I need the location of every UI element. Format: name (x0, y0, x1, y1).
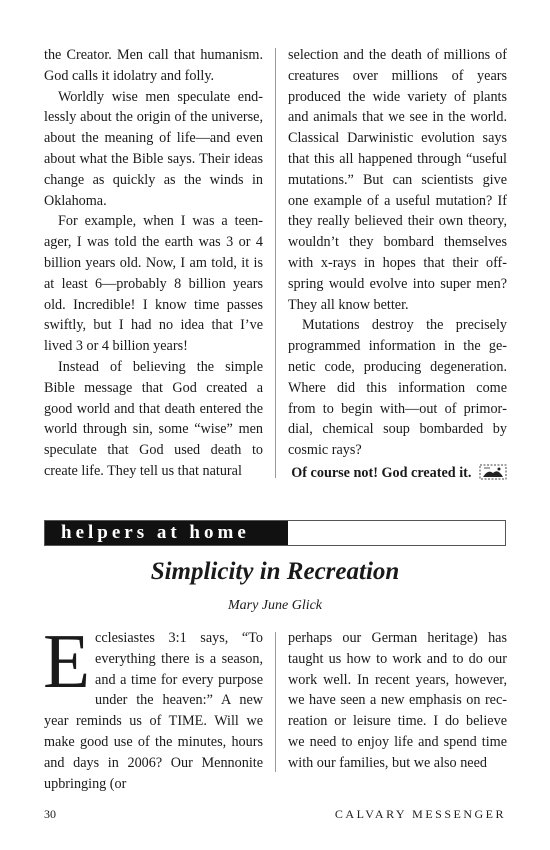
closing-text: Of course not! God created it. (291, 465, 472, 481)
page-number: 30 (44, 807, 56, 821)
top-left-column (44, 45, 263, 482)
section-header-bar (44, 520, 506, 546)
closing-line (288, 463, 507, 484)
paragraph: Mutations destroy the precisely programmed information in the genetic code, producing degeneration. Where did this information come from to begin with—out of primordial, chemical soup bombarded by cosmic rays? (288, 317, 507, 459)
paragraph: the Creator. Men call that humanism. God calls it idolatry and folly. (44, 47, 263, 84)
paragraph: selection and the death of millions of creatures over millions of years produced the wide variety of plants and animals that we see in the world. Classical Darwinistic evolution says that this all happened through “useful mutations.” But can scientists give one example of a useful mutation? If they really believed their own theory, wouldn’t they bombard themselves with x-rays in hopes that their offspring would evolve into super men? They all know better. (288, 47, 507, 313)
article-right-column (288, 628, 507, 774)
column-divider (275, 48, 276, 478)
paragraph: Worldly wise men speculate endlessly about the origin of the universe, about the meaning of life—and even about what the Bible says. Their ideas change as quickly as the winds in Oklahoma. (44, 88, 263, 209)
article-byline: Mary June Glick (227, 598, 323, 613)
section-header: helpers at home (45, 521, 288, 545)
column-divider (275, 632, 276, 772)
paragraph: For example, when I was a teenager, I was told the earth was 3 or 4 billion years old. Now, I am told, it is at least 6—probably 8 billion years old. Incredible! I know time passes swiftly, but I had no idea that I’ve lived 3 or 4 billion years! (44, 213, 263, 355)
paragraph (43, 618, 263, 794)
running-title: CALVARY MESSENGER (334, 807, 506, 821)
paragraph: perhaps our German heritage) has taught us how to work and to do our work well. In recent years, however, we have seen a new emphasis on recreation or leisure time. I do believe we need to enjoy life and spend time with our families, but we also need (288, 630, 507, 771)
article-title: Simplicity in Recreation (150, 558, 400, 585)
end-of-article-icon (479, 464, 507, 480)
drop-cap: E (43, 618, 91, 704)
paragraph-text: cclesiastes 3:1 says, “To everything there is a season, and a time for every purpose under the heaven:” A new year reminds us of TIME. Will we make good use of the minutes, hours and days in 2006? Our Mennonite upbringing (or (44, 630, 263, 792)
top-right-column (288, 45, 507, 461)
paragraph: Instead of believing the simple Bible message that God created a good world and that death entered the world through sin, some “wise” men speculate that God used death to create life. They tell us that natural (44, 358, 263, 479)
article-left-column (43, 618, 263, 794)
